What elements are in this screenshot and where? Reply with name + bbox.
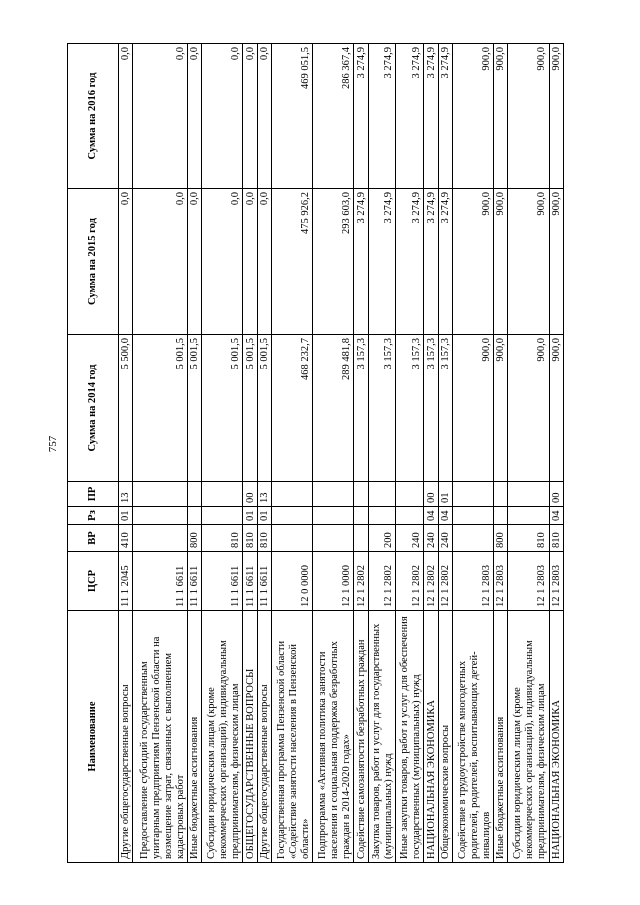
row-csr: 12 1 2802 [424,552,438,611]
row-sum-2014: 5 001,5 [202,335,243,482]
row-csr: 11 1 6611 [187,552,201,611]
table-row [438,44,452,863]
row-vr [452,525,493,552]
row-vr [313,525,354,552]
row-name: Субсидии юридическим лицам (кроме некоммерческих организаций), индивидуальным предпринимателям, физическим лицам [202,611,243,863]
row-sum-2015: 3 274,9 [354,189,368,335]
table-row [313,44,354,863]
row-rz [368,507,396,525]
page-number: 757 [47,435,59,453]
header-sum-2016: Сумма на 2016 год [68,44,119,189]
row-sum-2016: 900,0 [508,44,549,189]
row-rz: 01 [257,507,271,525]
row-csr: 11 1 6611 [243,552,257,611]
row-sum-2015: 293 603,0 [313,189,354,335]
row-sum-2015: 3 274,9 [396,189,424,335]
row-pr: 00 [424,482,438,507]
row-vr: 810 [243,525,257,552]
header-row [68,44,119,863]
row-pr [452,482,493,507]
row-sum-2015: 0,0 [243,189,257,335]
row-sum-2014: 5 001,5 [133,335,187,482]
row-sum-2015: 3 274,9 [368,189,396,335]
row-pr: 13 [119,482,133,507]
row-name: Закупка товаров, работ и услуг для государственных (муниципальных) нужд [368,611,396,863]
row-rz [452,507,493,525]
row-rz [494,507,508,525]
row-vr [272,525,313,552]
row-pr [187,482,201,507]
row-sum-2016: 900,0 [549,44,563,189]
row-csr: 12 1 2803 [494,552,508,611]
row-sum-2014: 3 157,3 [354,335,368,482]
row-vr: 810 [549,525,563,552]
row-sum-2015: 900,0 [452,189,493,335]
row-sum-2014: 5 001,5 [243,335,257,482]
row-sum-2014: 900,0 [452,335,493,482]
row-pr: 01 [438,482,452,507]
row-pr [354,482,368,507]
table-row [354,44,368,863]
row-name: Субсидии юридическим лицам (кроме некоммерческих организаций), индивидуальным предпринимателям, физическим лицам [508,611,549,863]
row-sum-2015: 0,0 [133,189,187,335]
row-rz [354,507,368,525]
row-name: Иные бюджетные ассигнования [187,611,201,863]
row-csr: 12 1 2802 [354,552,368,611]
row-rz: 01 [243,507,257,525]
header-vr: ВР [68,525,119,552]
row-sum-2014: 5 001,5 [187,335,201,482]
row-sum-2014: 468 232,7 [272,335,313,482]
row-sum-2016: 900,0 [452,44,493,189]
row-name: Другие общегосударственные вопросы [257,611,271,863]
header-rz: Рз [68,507,119,525]
row-sum-2016: 3 274,9 [424,44,438,189]
row-rz: 01 [119,507,133,525]
row-pr [313,482,354,507]
row-sum-2016: 0,0 [257,44,271,189]
row-csr: 12 1 2802 [368,552,396,611]
row-csr: 12 1 2802 [438,552,452,611]
row-sum-2014: 3 157,3 [424,335,438,482]
row-vr: 810 [257,525,271,552]
row-pr [508,482,549,507]
row-sum-2016: 0,0 [243,44,257,189]
row-vr: 810 [202,525,243,552]
row-name: НАЦИОНАЛЬНАЯ ЭКОНОМИКА [549,611,563,863]
table-row [272,44,313,863]
row-sum-2015: 900,0 [508,189,549,335]
row-sum-2015: 475 926,2 [272,189,313,335]
row-csr: 11 1 2045 [119,552,133,611]
row-csr: 11 1 6611 [202,552,243,611]
row-pr [133,482,187,507]
row-name: Содействие самозанятости безработных граждан [354,611,368,863]
row-vr: 200 [368,525,396,552]
row-sum-2015: 0,0 [187,189,201,335]
row-rz: 04 [424,507,438,525]
row-name: НАЦИОНАЛЬНАЯ ЭКОНОМИКА [424,611,438,863]
row-vr: 240 [396,525,424,552]
row-name: Иные бюджетные ассигнования [494,611,508,863]
row-pr: 00 [549,482,563,507]
table-row [133,44,187,863]
row-vr: 410 [119,525,133,552]
row-name: Государственная программа Пензенской области «Содействие занятости населения в Пензенской области» [272,611,313,863]
row-sum-2016: 0,0 [119,44,133,189]
row-vr: 810 [508,525,549,552]
row-sum-2015: 3 274,9 [424,189,438,335]
row-csr: 12 1 2803 [508,552,549,611]
row-sum-2014: 3 157,3 [368,335,396,482]
row-sum-2014: 3 157,3 [438,335,452,482]
row-pr [494,482,508,507]
table-row [187,44,201,863]
row-sum-2016: 0,0 [187,44,201,189]
row-name: Предоставление субсидий государственным унитарным предприятиям Пензенской области на возмещение затрат, связанных с выполнением кадастровых работ [133,611,187,863]
row-sum-2015: 3 274,9 [438,189,452,335]
row-rz [187,507,201,525]
row-sum-2016: 0,0 [202,44,243,189]
row-sum-2016: 286 367,4 [313,44,354,189]
table-row [202,44,243,863]
row-sum-2015: 900,0 [549,189,563,335]
row-sum-2014: 5 001,5 [257,335,271,482]
row-name: Общеэкономические вопросы [438,611,452,863]
row-sum-2016: 900,0 [494,44,508,189]
row-vr [133,525,187,552]
row-csr: 12 1 2802 [396,552,424,611]
row-sum-2016: 3 274,9 [396,44,424,189]
table-row [396,44,424,863]
header-pr: ПР [68,482,119,507]
row-name: Иные закупки товаров, работ и услуг для обеспечения государственных (муниципальных) нужд [396,611,424,863]
row-rz [508,507,549,525]
row-sum-2014: 900,0 [549,335,563,482]
row-pr: 00 [243,482,257,507]
row-sum-2016: 3 274,9 [354,44,368,189]
row-pr: 13 [257,482,271,507]
row-name: Другие общегосударственные вопросы [119,611,133,863]
row-sum-2015: 0,0 [257,189,271,335]
row-vr: 800 [494,525,508,552]
table-row [257,44,271,863]
table-row [243,44,257,863]
row-sum-2014: 5 500,0 [119,335,133,482]
row-csr: 11 1 6611 [133,552,187,611]
row-sum-2015: 900,0 [494,189,508,335]
table-row [424,44,438,863]
header-sum-2014: Сумма на 2014 год [68,335,119,482]
row-rz: 04 [438,507,452,525]
budget-table [67,43,564,863]
row-sum-2016: 0,0 [133,44,187,189]
row-sum-2014: 900,0 [508,335,549,482]
row-rz [272,507,313,525]
row-sum-2014: 900,0 [494,335,508,482]
table-row [368,44,396,863]
row-name: Содействие в трудоустройстве многодетных родителей, родителей, воспитывающих детей-инвалидов [452,611,493,863]
row-sum-2016: 469 051,5 [272,44,313,189]
row-vr: 240 [424,525,438,552]
row-name: ОБЩЕГОСУДАРСТВЕННЫЕ ВОПРОСЫ [243,611,257,863]
row-sum-2015: 0,0 [202,189,243,335]
row-sum-2016: 3 274,9 [368,44,396,189]
row-csr: 12 0 0000 [272,552,313,611]
row-sum-2015: 0,0 [119,189,133,335]
row-name: Подпрограмма «Активная политика занятости населения и социальная поддержка безработных граждан в 2014-2020 годах» [313,611,354,863]
row-pr [368,482,396,507]
row-vr: 240 [438,525,452,552]
table-row [452,44,493,863]
table-row [549,44,563,863]
row-sum-2014: 3 157,3 [396,335,424,482]
row-csr: 12 1 0000 [313,552,354,611]
header-name: Наименование [68,611,119,863]
header-sum-2015: Сумма на 2015 год [68,189,119,335]
row-pr [202,482,243,507]
row-csr: 12 1 2803 [452,552,493,611]
row-csr: 11 1 6611 [257,552,271,611]
row-sum-2016: 3 274,9 [438,44,452,189]
row-rz [133,507,187,525]
row-rz [202,507,243,525]
row-rz [396,507,424,525]
table-row [508,44,549,863]
row-sum-2014: 289 481,8 [313,335,354,482]
row-vr: 800 [187,525,201,552]
table-row [494,44,508,863]
row-rz: 04 [549,507,563,525]
header-csr: ЦСР [68,552,119,611]
row-csr: 12 1 2803 [549,552,563,611]
rotated-table-container [67,44,564,863]
table-row [119,44,133,863]
row-vr [354,525,368,552]
row-pr [396,482,424,507]
row-rz [313,507,354,525]
row-pr [272,482,313,507]
